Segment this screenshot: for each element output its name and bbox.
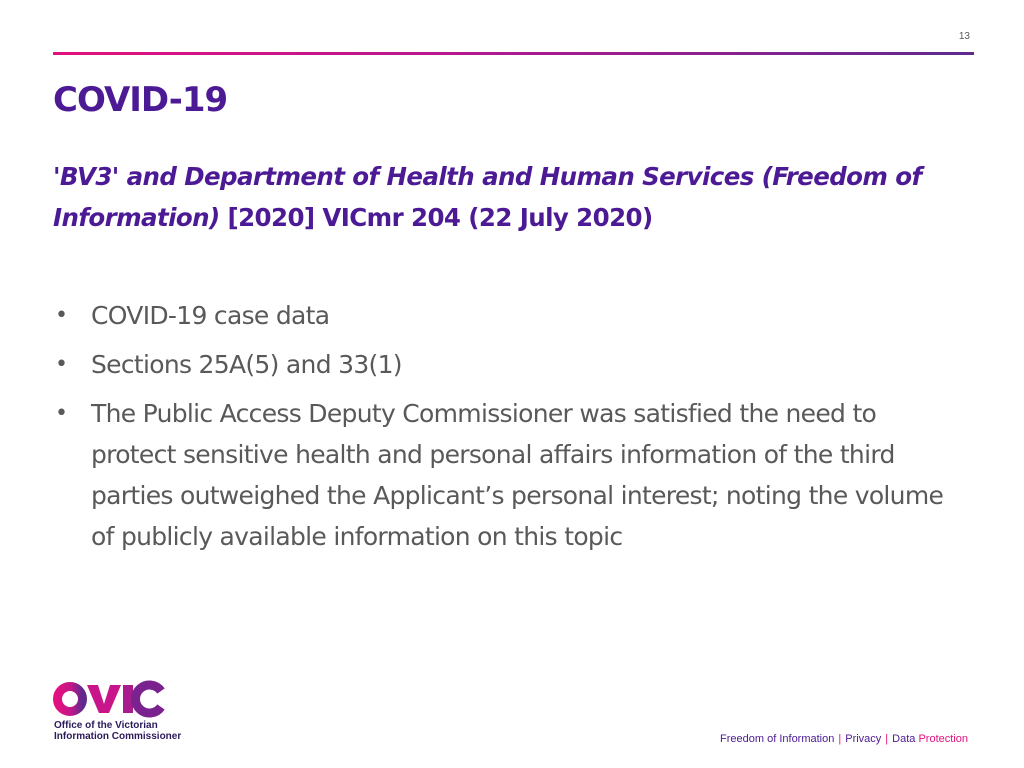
bullet-item xyxy=(53,344,953,385)
footer-tagline xyxy=(700,733,968,745)
footer-protection: Protection xyxy=(918,733,968,745)
ovic-logo xyxy=(53,680,193,742)
footer-foi: Freedom of Information xyxy=(720,733,835,745)
bullet-item xyxy=(53,393,953,557)
bullet-text: COVID-19 case data xyxy=(91,301,330,330)
header-divider xyxy=(53,52,974,55)
logo-caption xyxy=(54,720,181,742)
bullet-text: Sections 25A(5) and 33(1) xyxy=(91,350,402,379)
footer-separator: | xyxy=(885,733,889,745)
bullet-icon: • xyxy=(55,303,68,328)
bullet-list xyxy=(53,295,953,565)
case-heading xyxy=(53,156,973,238)
slide-title: COVID-19 xyxy=(53,80,228,120)
bullet-item xyxy=(53,295,953,336)
case-citation: [2020] VICmr 204 (22 July 2020) xyxy=(227,203,653,232)
page-number: 13 xyxy=(958,31,970,42)
bullet-icon: • xyxy=(55,352,68,377)
ovic-wordmark-logo xyxy=(53,680,165,718)
footer-privacy: Privacy xyxy=(845,733,882,745)
footer-separator: | xyxy=(838,733,842,745)
bullet-text: The Public Access Deputy Commissioner was satisfied the need to protect sensitive health and personal affairs information of the third parties outweighed the Applicant’s personal interest; noting the volume of publicly available information on this topic xyxy=(91,399,944,551)
footer-data: Data xyxy=(892,733,916,745)
logo-caption-line: Office of the Victorian xyxy=(54,720,158,731)
case-name: 'BV3' and Department of Health and Human Services (Freedom of Information) xyxy=(53,162,922,232)
bullet-icon: • xyxy=(55,401,68,426)
logo-caption-line: Information Commissioner xyxy=(54,731,182,742)
